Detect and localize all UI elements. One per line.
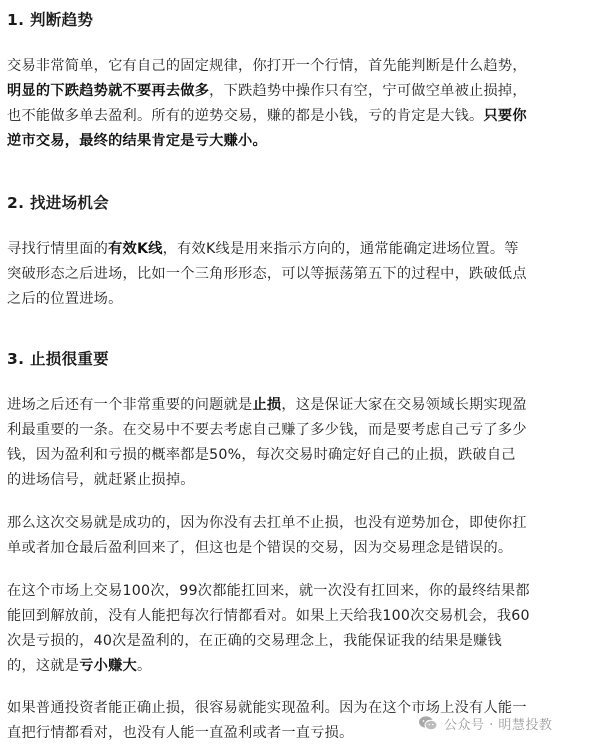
text-run: 的进场信号，就赶紧止损掉。 (7, 472, 195, 488)
text-line (7, 536, 585, 561)
text-run: 进场之后还有一个非常重要的问题就是 (7, 397, 253, 413)
text-line (7, 262, 585, 287)
text-run: 利最重要的一条。在交易中不要去考虑自己赚了多少钱，而是要考虑自己亏了多少 (7, 422, 527, 438)
text-run: 突破形态之后进场，比如一个三角形形态，可以等振荡第五下的过程中，跌破低点 (7, 266, 527, 282)
text-run: 交易非常简单，它有自己的固定规律，你打开一个行情，首先能判断是什么趋势， (7, 58, 527, 74)
text-run: 寻找行情里面的 (7, 241, 109, 257)
bold-text: 逆市交易，最终的结果肯定是亏大赚小。 (7, 133, 267, 149)
bold-text: 亏小赚大 (79, 658, 137, 674)
text-line (7, 511, 585, 536)
text-line (7, 79, 585, 104)
text-line (7, 129, 585, 154)
bold-text: 止损 (252, 397, 282, 413)
text-run: 直把行情都看对，也没有人能一直盈利或者一直亏损。 (7, 725, 354, 741)
bold-text: 只要你 (483, 108, 527, 124)
text-run: 。 (136, 658, 152, 674)
text-run: 那么这次交易就是成功的，因为你没有去扛单不止损，也没有逆势加仓，即使你扛 (7, 515, 527, 531)
text-line (7, 237, 585, 262)
wechat-icon (418, 715, 438, 731)
section-heading-3: 3. 止损很重要 (7, 350, 109, 368)
text-line (7, 579, 585, 604)
paragraph (7, 393, 585, 493)
paragraph (7, 237, 585, 312)
text-run: 之后的位置进场。 (7, 291, 123, 307)
text-run: 单或者加仓最后盈利回来了，但这也是个错误的交易，因为交易理念是错误的。 (7, 540, 513, 556)
section-heading-1: 1. 判断趋势 (7, 11, 94, 29)
text-run: 的，这就是 (7, 658, 80, 674)
text-line (7, 104, 585, 129)
text-line (7, 604, 585, 629)
text-run: 次是亏损的，40次是盈利的，在正确的交易理念上，我能保证我的结果是赚钱 (7, 633, 502, 649)
text-run: ，下跌趋势中操作只有空，宁可做空单被止损掉， (209, 83, 527, 99)
text-line (7, 654, 585, 679)
bold-text: 明显的下跌趋势就不要再去做多 (7, 83, 210, 99)
text-run: 也不能做多单去盈利。所有的逆势交易，赚的都是小钱，亏的肯定是大钱。 (7, 108, 484, 124)
text-line (7, 54, 585, 79)
watermark-text: 公众号 · 明慧投教 (444, 717, 553, 733)
text-line (7, 393, 585, 418)
bold-text: 有效K线 (108, 241, 163, 257)
watermark (418, 712, 552, 734)
text-run: 钱，因为盈利和亏损的概率都是50%，每次交易时确定好自己的止损，跌破自己 (7, 447, 516, 463)
paragraph (7, 54, 585, 154)
paragraph (7, 511, 585, 561)
paragraph (7, 579, 585, 679)
text-line (7, 287, 585, 312)
section-heading-2: 2. 找进场机会 (7, 194, 109, 212)
text-run: 能回到解放前，没有人能把每次行情都看对。如果上天给我100次交易机会，我60 (7, 608, 530, 624)
text-run: ，这是保证大家在交易领域长期实现盈 (281, 397, 527, 413)
text-line (7, 443, 585, 468)
text-run: ，有效K线是用来指示方向的，通常能确定进场位置。等 (162, 241, 519, 257)
text-run: 在这个市场上交易100次，99次都能扛回来，就一次没有扛回来，你的最终结果都 (7, 583, 530, 599)
text-line (7, 629, 585, 654)
text-line (7, 468, 585, 493)
text-line (7, 418, 585, 443)
text-run: 如果普通投资者能正确止损，很容易就能实现盈利。因为在这个市场上没有人能一 (7, 700, 527, 716)
